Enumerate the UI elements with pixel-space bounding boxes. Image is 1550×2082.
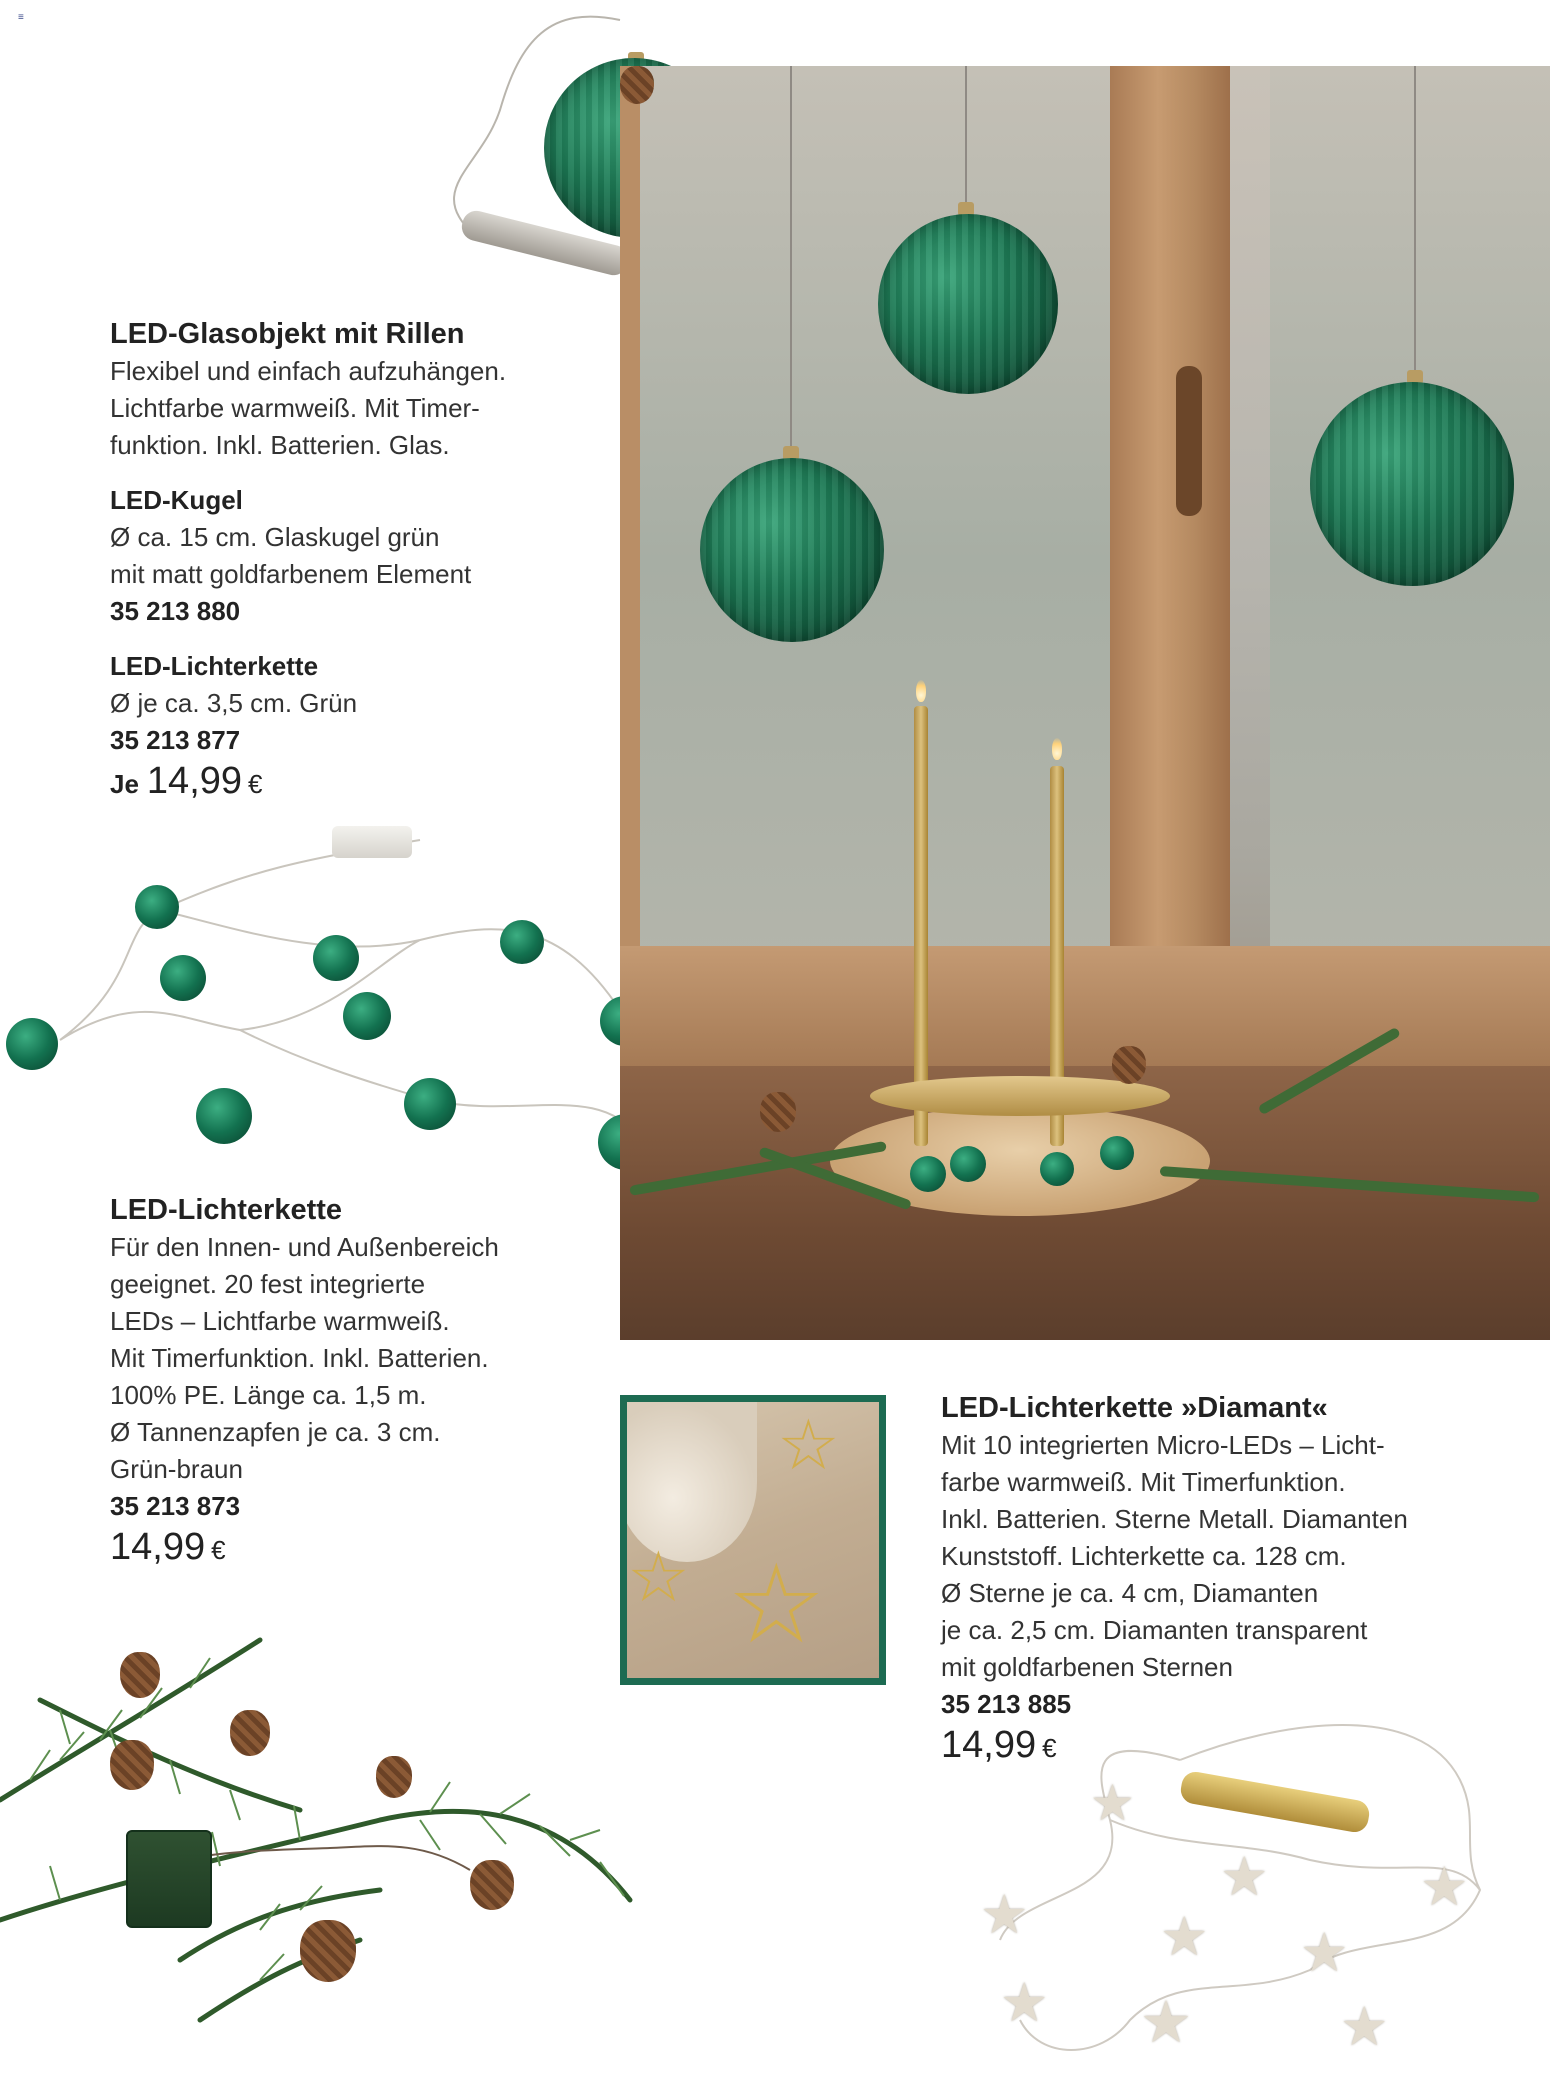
variant-desc-line: Ø je ca. 3,5 cm. Grün <box>110 688 358 718</box>
product-desc-line: Kunststoff. Lichterkette ca. 128 cm. <box>941 1541 1347 1571</box>
star-ornament: ★ <box>1420 1857 1469 1917</box>
product-desc-line: Mit Timerfunktion. Inkl. Batterien. <box>110 1343 489 1373</box>
pinecone <box>120 1652 160 1698</box>
product-image-star-string <box>980 1700 1500 2080</box>
window-handle <box>1176 366 1202 516</box>
price-currency: € <box>211 1535 226 1565</box>
product-desc-line: je ca. 2,5 cm. Diamanten transparent <box>941 1615 1368 1645</box>
product-block-fir-garland <box>110 1192 610 1569</box>
variant-desc-line: mit matt goldfarbenem Element <box>110 559 472 589</box>
product-desc-line: LEDs – Lichtfarbe warmweiß. <box>110 1306 450 1336</box>
product-desc-line: Mit 10 integrierten Micro-LEDs – Licht- <box>941 1430 1385 1460</box>
bead-ornament <box>404 1078 456 1130</box>
product-desc-line: mit goldfarbenen Sternen <box>941 1652 1233 1682</box>
star-ornament: ★ <box>1300 1923 1349 1983</box>
hanging-ornament <box>700 458 884 642</box>
pinecone <box>376 1756 412 1798</box>
pinecone <box>110 1740 154 1790</box>
hanging-string <box>790 66 792 446</box>
garland-branches <box>0 1600 640 2060</box>
product-desc-line: Lichtfarbe warmweiß. Mit Timer- <box>110 393 480 423</box>
window-sill <box>620 946 1550 1066</box>
bead-ornament <box>196 1088 252 1144</box>
pinecone <box>300 1920 356 1982</box>
variant-title-string: LED-Lichterkette <box>110 651 319 681</box>
product-title: LED-Glasobjekt mit Rillen <box>110 318 465 350</box>
string-wire <box>0 820 660 1180</box>
product-image-fir-garland <box>0 1600 640 2060</box>
hanging-string <box>965 66 967 204</box>
pinecone <box>620 66 654 104</box>
star-ornament: ★ <box>1090 1775 1135 1831</box>
price-currency: € <box>248 769 263 799</box>
window-mullion <box>1110 66 1230 1046</box>
candle-flame <box>916 680 926 702</box>
bead-ornament <box>135 885 179 929</box>
star-ornament: ★ <box>1160 1907 1209 1967</box>
price-value: 14,99 <box>110 1526 206 1568</box>
product-desc-line: 100% PE. Länge ca. 1,5 m. <box>110 1380 427 1410</box>
article-number: 35 213 885 <box>941 1689 1072 1719</box>
pinecone <box>470 1860 514 1910</box>
article-number: 35 213 873 <box>110 1491 241 1521</box>
product-desc-line: geeignet. 20 fest integrierte <box>110 1269 426 1299</box>
bead-ornament <box>160 955 206 1001</box>
product-title: LED-Lichterkette <box>110 1194 343 1226</box>
product-block-glass-object <box>110 316 610 803</box>
hanging-ornament <box>1310 382 1514 586</box>
price <box>110 760 610 803</box>
article-number: 35 213 877 <box>110 725 241 755</box>
price-currency: € <box>1042 1733 1057 1763</box>
product-image-diamond-thumbnail <box>620 1395 886 1685</box>
star-ornament: ★ <box>1000 1973 1049 2033</box>
star-ornament: ☆ <box>727 1543 826 1666</box>
article-number: 35 213 880 <box>110 596 241 626</box>
battery-box <box>332 826 412 858</box>
star-ornament: ☆ <box>777 1406 840 1484</box>
variant-title-ball: LED-Kugel <box>110 485 243 515</box>
tray-bead <box>950 1146 986 1182</box>
pinecone <box>230 1710 270 1756</box>
product-desc-line: Ø Tannenzapfen je ca. 3 cm. <box>110 1417 441 1447</box>
hanging-ornament <box>878 214 1058 394</box>
pinecone <box>1112 1046 1146 1084</box>
star-ornament: ★ <box>1220 1847 1269 1907</box>
star-ornament: ★ <box>1340 1997 1389 2057</box>
product-title: LED-Lichterkette »Diamant« <box>941 1392 1328 1424</box>
product-desc-line: Inkl. Batterien. Sterne Metall. Diamanten <box>941 1504 1408 1534</box>
product-desc-line: Ø Sterne je ca. 4 cm, Diamanten <box>941 1578 1319 1608</box>
product-image-bead-string <box>0 820 660 1180</box>
bead-ornament <box>313 935 359 981</box>
product-desc-line: Für den Innen- und Außenbereich <box>110 1232 499 1262</box>
main-photo-window-scene <box>620 66 1550 1340</box>
tray-bead <box>1040 1152 1074 1186</box>
bead-ornament <box>500 920 544 964</box>
product-desc-line: funktion. Inkl. Batterien. Glas. <box>110 430 450 460</box>
variant-desc-line: Ø ca. 15 cm. Glaskugel grün <box>110 522 440 552</box>
candle-flame <box>1052 738 1062 760</box>
tray-bead <box>1100 1136 1134 1170</box>
star-ornament: ★ <box>980 1885 1029 1945</box>
star-ornament: ☆ <box>627 1538 690 1616</box>
battery-box <box>126 1830 212 1928</box>
price-prefix: Je <box>110 769 139 799</box>
hanging-string <box>1414 66 1416 372</box>
product-desc-line: Flexibel und einfach aufzuhängen. <box>110 356 507 386</box>
price-value: 14,99 <box>146 760 243 802</box>
bead-ornament <box>343 992 391 1040</box>
price-value: 14,99 <box>941 1724 1037 1766</box>
corner-menu-icon: ≡ <box>18 12 24 23</box>
product-desc-line: Grün-braun <box>110 1454 243 1484</box>
bead-ornament <box>6 1018 58 1070</box>
star-ornament: ★ <box>1140 1990 1192 2055</box>
pinecone <box>760 1092 796 1132</box>
product-desc-line: farbe warmweiß. Mit Timerfunktion. <box>941 1467 1346 1497</box>
tray-bead <box>910 1156 946 1192</box>
price <box>110 1526 610 1569</box>
